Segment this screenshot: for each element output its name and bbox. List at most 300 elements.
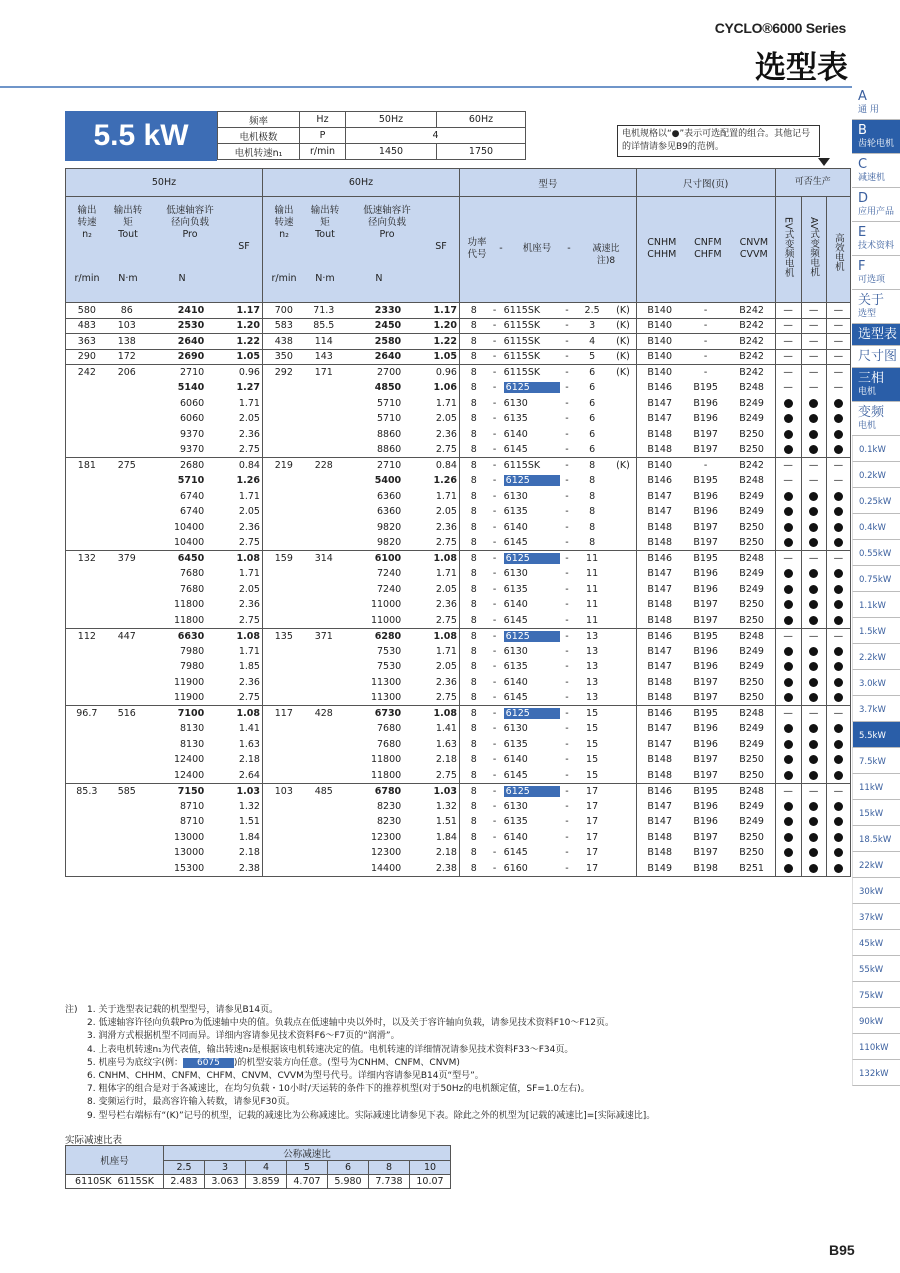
- header-dimensions: 尺寸图(页): [636, 169, 775, 197]
- power-tab[interactable]: 18.5kW: [852, 826, 900, 852]
- available-dot-icon: [784, 569, 793, 578]
- frame-number: 6135: [503, 583, 528, 595]
- table-row: [66, 582, 851, 598]
- frame-number: 6160: [503, 862, 528, 874]
- power-tab[interactable]: 132kW: [852, 1060, 900, 1086]
- table-cell: 292: [262, 365, 304, 381]
- frame-cell: [502, 675, 560, 691]
- table-cell: B148: [636, 690, 682, 706]
- footnote: 3. 润滑方式根据机型不同而异。详细内容请参见技术资料F6～F7页的“润滑”。: [87, 1031, 400, 1042]
- model-separator: -: [565, 413, 569, 425]
- power-tab[interactable]: 2.2kW: [852, 644, 900, 670]
- table-cell: 242: [66, 365, 108, 381]
- table-cell: [108, 566, 146, 582]
- availability-cell: [775, 690, 801, 706]
- availability-cell: —: [801, 473, 826, 489]
- ratio-nominal: 10: [410, 1161, 451, 1175]
- table-cell: [305, 814, 343, 830]
- side-tab-sub: 可选项: [858, 275, 886, 285]
- table-row: [66, 706, 851, 722]
- side-tab[interactable]: [852, 120, 900, 154]
- spec-cell: 50Hz: [346, 112, 437, 128]
- table-cell: [66, 845, 108, 861]
- available-dot-icon: [834, 569, 843, 578]
- table-cell: [108, 644, 146, 660]
- table-cell: B140: [636, 365, 682, 381]
- table-cell: 1.22: [206, 334, 262, 350]
- table-cell: [610, 396, 636, 412]
- table-cell: B248: [739, 382, 764, 394]
- frame-number: 6140: [503, 831, 528, 843]
- table-cell: 2.75: [238, 537, 260, 548]
- availability-cell: —: [775, 473, 801, 489]
- table-cell: 1.27: [236, 382, 260, 394]
- unit-rpm: r/min: [271, 273, 297, 284]
- availability-cell: [826, 675, 850, 691]
- table-cell: 11800: [370, 754, 402, 766]
- side-tab[interactable]: [852, 290, 900, 324]
- ratio-table: [65, 1145, 451, 1189]
- table-cell: [108, 675, 146, 691]
- power-tab[interactable]: 45kW: [852, 930, 900, 956]
- availability-cell: [801, 659, 826, 675]
- table-cell: B196: [693, 723, 718, 735]
- table-cell: 8: [459, 489, 487, 505]
- frame-cell: [502, 551, 560, 567]
- table-cell: B197: [693, 599, 718, 611]
- frame-number: 6145: [503, 847, 528, 859]
- available-dot-icon: [834, 445, 843, 454]
- availability-cell: [801, 721, 826, 737]
- table-cell: [108, 814, 146, 830]
- table-cell: 6740: [180, 490, 205, 502]
- table-cell: [610, 504, 636, 520]
- table-cell: [610, 427, 636, 443]
- table-cell: 1.51: [238, 816, 260, 828]
- side-tab[interactable]: [852, 256, 900, 290]
- table-cell: 8: [459, 799, 487, 815]
- spec-cell: P: [300, 128, 346, 144]
- availability-cell: [801, 566, 826, 582]
- frame-cell: [502, 396, 560, 412]
- frame-cell: [502, 597, 560, 613]
- frame-number: 6140: [503, 599, 528, 611]
- table-cell: 6780: [343, 783, 403, 799]
- table-cell: B148: [636, 830, 682, 846]
- table-cell: [108, 613, 146, 629]
- power-tab[interactable]: 0.25kW: [852, 488, 900, 514]
- header-50hz: 50Hz: [66, 169, 263, 197]
- table-cell: [610, 675, 636, 691]
- availability-cell: [775, 442, 801, 458]
- table-cell: [262, 861, 304, 877]
- header-60hz: 60Hz: [262, 169, 459, 197]
- table-cell: B250: [739, 537, 764, 548]
- table-cell: 86: [108, 303, 146, 319]
- model-separator: -: [565, 816, 569, 828]
- power-tab[interactable]: 5.5kW: [852, 722, 900, 748]
- model-separator: -: [565, 614, 569, 626]
- table-cell: 6060: [180, 413, 205, 425]
- side-tab[interactable]: [852, 346, 900, 368]
- table-cell: [66, 427, 108, 443]
- table-cell: [262, 814, 304, 830]
- table-cell: 11300: [370, 692, 402, 703]
- side-tab[interactable]: [852, 188, 900, 222]
- table-row: [66, 799, 851, 815]
- table-row: [66, 473, 851, 489]
- power-tab[interactable]: 3.0kW: [852, 670, 900, 696]
- footnote: 6. CNHM、CHHM、CNFM、CHFM、CNVM、CVVM为型号代号。详细内容请参见B14页“型号”。: [87, 1071, 484, 1082]
- side-tab[interactable]: [852, 324, 900, 346]
- col-sf: SF: [238, 241, 250, 252]
- table-cell: 1.71: [238, 490, 260, 502]
- power-tab[interactable]: 22kW: [852, 852, 900, 878]
- table-cell: 1.71: [435, 568, 457, 580]
- table-cell: B249: [739, 397, 764, 409]
- side-tab[interactable]: [852, 86, 900, 120]
- frame-number: 6125: [504, 553, 560, 564]
- table-cell: [66, 535, 108, 551]
- table-cell: 112: [66, 628, 108, 644]
- table-cell: [108, 396, 146, 412]
- table-cell: B196: [693, 816, 718, 828]
- table-cell: 17: [586, 800, 599, 812]
- table-cell: 1.05: [403, 349, 459, 365]
- available-dot-icon: [809, 864, 818, 873]
- table-cell: [610, 737, 636, 753]
- availability-cell: —: [801, 458, 826, 474]
- availability-cell: [801, 737, 826, 753]
- model-separator: -: [488, 334, 502, 350]
- table-cell: 1.17: [206, 303, 262, 319]
- side-tab[interactable]: [852, 368, 900, 402]
- power-tab[interactable]: 55kW: [852, 956, 900, 982]
- table-cell: [108, 861, 146, 877]
- power-tab[interactable]: 75kW: [852, 982, 900, 1008]
- table-cell: [262, 489, 304, 505]
- model-separator: -: [565, 490, 569, 502]
- availability-cell: [775, 644, 801, 660]
- power-tab[interactable]: 110kW: [852, 1034, 900, 1060]
- table-row: [66, 442, 851, 458]
- table-cell: B197: [693, 676, 718, 688]
- availability-cell: [826, 489, 850, 505]
- side-tab-sub: 通 用: [858, 105, 879, 115]
- table-cell: 1.08: [403, 706, 459, 722]
- table-cell: [66, 597, 108, 613]
- table-cell: B147: [636, 396, 682, 412]
- table-cell: B250: [739, 428, 764, 440]
- available-dot-icon: [834, 647, 843, 656]
- available-dot-icon: [784, 399, 793, 408]
- available-dot-icon: [784, 647, 793, 656]
- model-separator: -: [565, 800, 569, 812]
- table-cell: 135: [262, 628, 304, 644]
- side-tab-label: 三相: [858, 371, 885, 386]
- table-cell: B146: [636, 783, 682, 799]
- table-row: [66, 365, 851, 381]
- table-cell: B146: [636, 473, 682, 489]
- table-row: [66, 675, 851, 691]
- availability-cell: —: [826, 303, 850, 319]
- table-cell: [610, 520, 636, 536]
- side-tab-label: E: [858, 225, 867, 240]
- power-tab[interactable]: 37kW: [852, 904, 900, 930]
- table-cell: B148: [636, 442, 682, 458]
- frame-number: 6145: [503, 444, 528, 455]
- table-cell: 8: [459, 675, 487, 691]
- power-tab[interactable]: 0.55kW: [852, 540, 900, 566]
- availability-cell: [801, 597, 826, 613]
- table-cell: B197: [693, 521, 718, 533]
- table-cell: 2.5: [574, 303, 610, 319]
- table-cell: -: [683, 303, 729, 319]
- available-dot-icon: [809, 585, 818, 594]
- table-cell: B250: [739, 754, 764, 766]
- available-dot-icon: [834, 678, 843, 687]
- available-dot-icon: [834, 771, 843, 780]
- power-tab[interactable]: 1.1kW: [852, 592, 900, 618]
- availability-cell: —: [801, 706, 826, 722]
- table-cell: 206: [108, 365, 146, 381]
- frame-cell: [502, 427, 560, 443]
- table-cell: B249: [739, 738, 764, 750]
- availability-cell: —: [801, 628, 826, 644]
- table-cell: 5710: [177, 475, 205, 487]
- table-row: [66, 458, 851, 474]
- table-cell: 85.3: [66, 783, 108, 799]
- table-row: [66, 504, 851, 520]
- available-dot-icon: [784, 600, 793, 609]
- side-tab[interactable]: [852, 154, 900, 188]
- table-cell: 2710: [343, 458, 403, 474]
- col-radial-load: 低速轴容许 径向负载 Pro: [363, 205, 411, 240]
- table-cell: 114: [305, 334, 343, 350]
- table-cell: 1.71: [238, 645, 260, 657]
- available-dot-icon: [834, 430, 843, 439]
- table-cell: B148: [636, 675, 682, 691]
- table-cell: [66, 752, 108, 768]
- ratio-actual: 5.980: [328, 1175, 369, 1189]
- table-cell: B250: [739, 831, 764, 843]
- availability-cell: [775, 737, 801, 753]
- table-cell: 2.64: [238, 769, 260, 781]
- table-cell: 15: [574, 706, 610, 722]
- table-cell: [610, 768, 636, 784]
- table-cell: 8230: [376, 816, 402, 828]
- availability-cell: —: [826, 706, 850, 722]
- table-cell: [610, 535, 636, 551]
- table-cell: 1.03: [403, 783, 459, 799]
- model-separator: -: [560, 349, 574, 365]
- table-cell: (K): [610, 318, 636, 334]
- power-tab[interactable]: 15kW: [852, 800, 900, 826]
- frame-cell: [502, 504, 560, 520]
- model-separator: -: [565, 723, 569, 735]
- col-hi: [826, 197, 850, 303]
- table-cell: [262, 380, 304, 396]
- frame-cell: [502, 830, 560, 846]
- model-separator: -: [492, 692, 497, 703]
- table-cell: 8: [459, 690, 487, 706]
- available-dot-icon: [834, 616, 843, 625]
- power-tab[interactable]: 0.75kW: [852, 566, 900, 592]
- table-row: [66, 318, 851, 334]
- spec-cell: 1450: [346, 144, 437, 160]
- table-row: [66, 411, 851, 427]
- side-tab[interactable]: [852, 402, 900, 436]
- table-cell: 11000: [370, 599, 402, 611]
- col-separator: -: [567, 243, 571, 254]
- table-cell: 103: [108, 318, 146, 334]
- table-cell: [262, 411, 304, 427]
- table-cell: 10400: [173, 521, 205, 533]
- frame-number: 6140: [503, 754, 528, 766]
- availability-cell: [801, 861, 826, 877]
- availability-cell: [775, 845, 801, 861]
- table-cell: B196: [693, 800, 718, 812]
- available-dot-icon: [784, 755, 793, 764]
- model-separator: -: [492, 676, 497, 688]
- table-row: [66, 628, 851, 644]
- table-cell: 8: [459, 458, 487, 474]
- frame-cell: [502, 783, 560, 799]
- available-dot-icon: [834, 693, 843, 702]
- table-cell: [66, 396, 108, 412]
- model-separator: -: [492, 397, 497, 409]
- table-cell: 2.75: [435, 614, 457, 626]
- table-cell: 2.75: [435, 537, 457, 548]
- model-separator: -: [492, 475, 497, 487]
- side-tab[interactable]: [852, 222, 900, 256]
- availability-cell: [775, 752, 801, 768]
- power-tab[interactable]: 30kW: [852, 878, 900, 904]
- table-cell: 8: [459, 721, 487, 737]
- side-tab-sub: 齿轮电机: [858, 139, 895, 149]
- table-cell: B140: [636, 318, 682, 334]
- model-separator: -: [560, 365, 574, 381]
- power-tab[interactable]: 0.4kW: [852, 514, 900, 540]
- frame-cell: [502, 442, 560, 458]
- availability-cell: [826, 768, 850, 784]
- table-cell: [305, 597, 343, 613]
- table-cell: 17: [586, 831, 599, 843]
- available-dot-icon: [809, 569, 818, 578]
- col-dim-c: CNVM CVVM: [739, 237, 769, 260]
- table-cell: 2.36: [435, 676, 457, 688]
- table-cell: [305, 613, 343, 629]
- model-separator: -: [488, 628, 502, 644]
- table-cell: 1.84: [238, 831, 260, 843]
- col-av: [801, 197, 826, 303]
- available-dot-icon: [809, 445, 818, 454]
- power-tab[interactable]: 11kW: [852, 774, 900, 800]
- available-dot-icon: [809, 538, 818, 547]
- table-row: [66, 737, 851, 753]
- availability-cell: —: [775, 380, 801, 396]
- model-separator: -: [492, 614, 497, 626]
- power-tab[interactable]: 7.5kW: [852, 748, 900, 774]
- table-cell: [305, 721, 343, 737]
- table-cell: 1.41: [238, 723, 260, 735]
- frame-cell: [502, 489, 560, 505]
- table-cell: 8: [459, 597, 487, 613]
- model-separator: -: [565, 568, 569, 580]
- availability-cell: [801, 613, 826, 629]
- table-cell: [262, 737, 304, 753]
- model-separator: -: [492, 599, 497, 611]
- triangle-marker-icon: [818, 158, 830, 166]
- frame-number: 6140: [503, 676, 528, 688]
- table-cell: B249: [739, 583, 764, 595]
- available-dot-icon: [809, 647, 818, 656]
- availability-cell: —: [826, 628, 850, 644]
- table-row: [66, 659, 851, 675]
- table-cell: [108, 504, 146, 520]
- availability-cell: [826, 721, 850, 737]
- table-cell: [305, 768, 343, 784]
- table-cell: 13: [586, 676, 599, 688]
- footnote: [65, 1004, 850, 1017]
- frame-cell: [502, 303, 560, 319]
- power-tab[interactable]: 3.7kW: [852, 696, 900, 722]
- power-tab[interactable]: 1.5kW: [852, 618, 900, 644]
- availability-cell: [775, 396, 801, 412]
- availability-cell: [801, 535, 826, 551]
- model-separator: -: [488, 706, 502, 722]
- frame-cell: [502, 473, 560, 489]
- model-separator: -: [560, 551, 574, 567]
- table-cell: 13: [574, 628, 610, 644]
- available-dot-icon: [809, 755, 818, 764]
- available-dot-icon: [809, 802, 818, 811]
- table-cell: 5710: [376, 397, 402, 409]
- availability-cell: [826, 752, 850, 768]
- table-cell: 2450: [343, 318, 403, 334]
- model-separator: -: [560, 334, 574, 350]
- power-tab[interactable]: 90kW: [852, 1008, 900, 1034]
- table-cell: B196: [693, 397, 718, 409]
- power-tab[interactable]: 0.1kW: [852, 436, 900, 462]
- table-cell: 2.05: [435, 583, 457, 595]
- available-dot-icon: [809, 523, 818, 532]
- availability-cell: [826, 504, 850, 520]
- table-row: [66, 303, 851, 319]
- side-tab-label: B: [858, 123, 867, 138]
- availability-cell: [801, 489, 826, 505]
- availability-cell: [826, 690, 850, 706]
- col-output-speed: 输出 转速 n₂: [77, 205, 97, 240]
- model-separator: -: [492, 521, 497, 533]
- availability-cell: —: [801, 783, 826, 799]
- table-cell: 8130: [180, 723, 205, 735]
- table-cell: B250: [739, 769, 764, 781]
- table-cell: 350: [262, 349, 304, 365]
- table-row: [66, 520, 851, 536]
- footnote-text: )的机型安装方向任意。(型号为CNHM、CNFM、CNVM): [233, 1057, 460, 1068]
- table-cell: [305, 566, 343, 582]
- table-cell: 172: [108, 349, 146, 365]
- table-cell: B140: [636, 334, 682, 350]
- power-tab[interactable]: 0.2kW: [852, 462, 900, 488]
- table-cell: 159: [262, 551, 304, 567]
- table-cell: [66, 613, 108, 629]
- table-cell: [305, 380, 343, 396]
- header-model: 型号: [459, 169, 636, 197]
- ratio-actual: 7.738: [369, 1175, 410, 1189]
- table-cell: [66, 814, 108, 830]
